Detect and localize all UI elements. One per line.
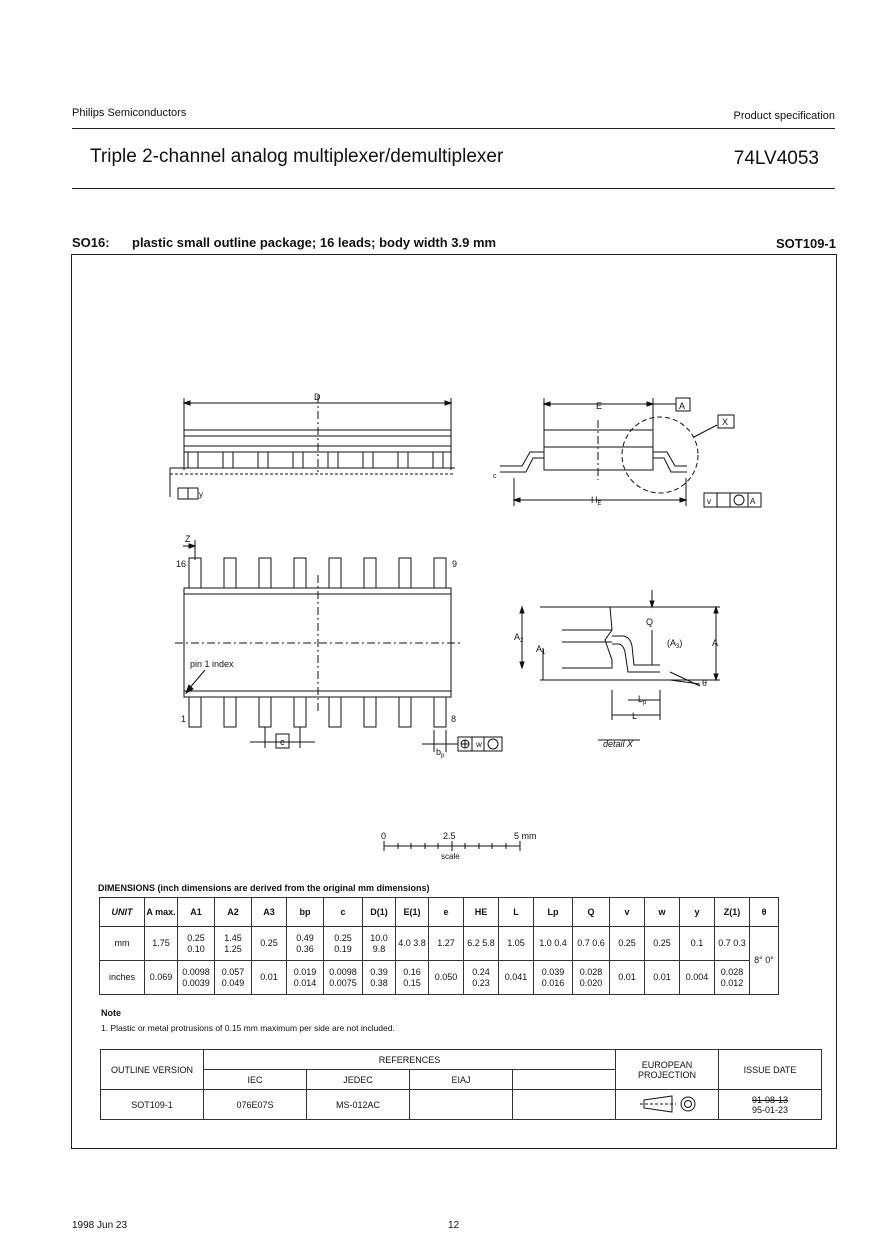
cell: 10.0 9.8 — [363, 927, 396, 961]
col-a1: A1 — [178, 898, 215, 927]
eiaj-header: EIAJ — [410, 1070, 513, 1090]
detail-x-view — [520, 590, 720, 740]
outline-version-header: OUTLINE VERSION — [101, 1050, 204, 1090]
cell: 0.25 — [252, 927, 287, 961]
cell: 0.004 — [680, 961, 715, 995]
label-q: Q — [646, 617, 654, 627]
projection-symbol — [616, 1090, 719, 1120]
scale-0: 0 — [381, 831, 387, 841]
label-theta: θ — [702, 678, 708, 688]
label-pin8: 8 — [451, 714, 457, 724]
cell-theta: 8° 0° — [750, 927, 779, 995]
col-l: L — [499, 898, 534, 927]
cell: 0.01 — [610, 961, 645, 995]
iec-value: 076E07S — [204, 1090, 307, 1120]
col-a2: A2 — [215, 898, 252, 927]
cell: 0.7 0.6 — [573, 927, 610, 961]
label-detail-x-ref: X — [722, 417, 729, 427]
side-view-end — [500, 398, 761, 507]
label-a: A — [712, 638, 719, 648]
dimensions-table — [99, 897, 779, 995]
label-lp: $L_p$ — [638, 694, 647, 706]
cell: 0.039 0.016 — [534, 961, 573, 995]
cell: 0.1 — [680, 927, 715, 961]
scale-label: scale — [441, 852, 460, 861]
cell: 0.25 0.10 — [178, 927, 215, 961]
cell: 0.24 0.23 — [464, 961, 499, 995]
label-z: Z — [185, 534, 191, 544]
dimensions-row-mm — [100, 927, 779, 961]
iec-header: IEC — [204, 1070, 307, 1090]
first-angle-projection-icon — [632, 1093, 702, 1115]
label-datum-a-profile: A — [750, 497, 756, 506]
cell: 0.01 — [252, 961, 287, 995]
cell: 0.16 0.15 — [396, 961, 429, 995]
label-pin1-index: pin 1 index — [190, 659, 234, 669]
footer-date: 1998 Jun 23 — [72, 1220, 128, 1231]
cell: inches — [100, 961, 145, 995]
cell: 0.050 — [429, 961, 464, 995]
cell: 1.75 — [145, 927, 178, 961]
cell: 0.041 — [499, 961, 534, 995]
label-w: w — [476, 740, 482, 749]
issue-date-new: 95-01-23 — [751, 1104, 789, 1115]
issue-date-value — [719, 1090, 822, 1120]
label-he: $H_E$ — [591, 495, 602, 507]
company-name: Philips Semiconductors — [72, 107, 187, 119]
col-y: y — [680, 898, 715, 927]
col-e-pitch: e — [429, 898, 464, 927]
cell: 0.057 0.049 — [215, 961, 252, 995]
projection-header: EUROPEAN PROJECTION — [616, 1050, 719, 1090]
jedec-header: JEDEC — [307, 1070, 410, 1090]
col-w: w — [645, 898, 680, 927]
package-outline-code: SOT109-1 — [776, 236, 836, 251]
label-datum-a: A — [679, 401, 686, 411]
note-text: 1. Plastic or metal protrusions of 0.15 mm maximum per side are not included. — [101, 1023, 395, 1033]
cell: 0.028 0.020 — [573, 961, 610, 995]
label-a1: $A_1$ — [536, 644, 546, 656]
cell: 0.25 — [610, 927, 645, 961]
col-q: Q — [573, 898, 610, 927]
cell: 0.019 0.014 — [287, 961, 324, 995]
col-z: Z(1) — [715, 898, 750, 927]
col-c: c — [324, 898, 363, 927]
label-y: y — [199, 490, 203, 499]
label-a2: $A_2$ — [514, 632, 524, 644]
dimensions-title: DIMENSIONS (inch dimensions are derived from the original mm dimensions) — [98, 883, 430, 893]
scale-max: 5 mm — [514, 831, 537, 841]
cell: 0.069 — [145, 961, 178, 995]
col-theta: θ — [750, 898, 779, 927]
document-title: Triple 2-channel analog multiplexer/demultiplexer — [90, 146, 504, 167]
cell: 4.0 3.8 — [396, 927, 429, 961]
label-pin1: 1 — [181, 714, 187, 724]
ref-blank-value — [513, 1090, 616, 1120]
issue-date-old: 91-08-13 — [751, 1094, 789, 1105]
label-pin16: 16 — [176, 559, 187, 569]
drawing-labels — [176, 392, 756, 861]
label-c: c — [493, 473, 497, 480]
col-d: D(1) — [363, 898, 396, 927]
col-lp: Lp — [534, 898, 573, 927]
cell: 1.27 — [429, 927, 464, 961]
scale-mid: 2.5 — [443, 831, 456, 841]
note-heading: Note — [101, 1008, 121, 1018]
cell: 0.25 — [645, 927, 680, 961]
cell: 0.01 — [645, 961, 680, 995]
cell: mm — [100, 927, 145, 961]
col-bp: bp — [287, 898, 324, 927]
cell: 0.39 0.38 — [363, 961, 396, 995]
cell: 1.0 0.4 — [534, 927, 573, 961]
cell: 0.0098 0.0039 — [178, 961, 215, 995]
side-view-front — [170, 395, 455, 499]
label-l: L — [632, 711, 638, 721]
issue-date-header: ISSUE DATE — [719, 1050, 822, 1090]
dimensions-row-inches — [100, 961, 779, 995]
package-code: SO16: — [72, 235, 110, 250]
label-pin9: 9 — [452, 559, 458, 569]
label-v-profile: v — [707, 497, 711, 506]
cell: 0.028 0.012 — [715, 961, 750, 995]
label-a3: $(A_3)$ — [667, 638, 683, 650]
col-a-max: A max. — [145, 898, 178, 927]
label-d: D — [314, 392, 321, 402]
label-e: E — [596, 401, 603, 411]
label-e-pitch: e — [280, 737, 286, 747]
col-unit: UNIT — [100, 898, 145, 927]
col-a3: A3 — [252, 898, 287, 927]
jedec-value: MS-012AC — [307, 1090, 410, 1120]
package-description: plastic small outline package; 16 leads; body width 3.9 mm — [132, 235, 497, 250]
dimensions-header-row — [100, 898, 779, 927]
cell: 0.49 0.36 — [287, 927, 324, 961]
document-type: Product specification — [733, 110, 835, 122]
ref-blank-header — [513, 1070, 616, 1090]
col-v: v — [610, 898, 645, 927]
part-number: 74LV4053 — [733, 148, 819, 169]
references-table — [100, 1049, 822, 1120]
label-bp: $b_p$ — [436, 747, 445, 759]
label-detail-x: detail X — [603, 739, 634, 749]
cell: 0.25 0.19 — [324, 927, 363, 961]
col-he: HE — [464, 898, 499, 927]
scale-bar — [384, 841, 520, 851]
cell: 1.45 1.25 — [215, 927, 252, 961]
eiaj-value — [410, 1090, 513, 1120]
cell: 0.0098 0.0075 — [324, 961, 363, 995]
references-header: REFERENCES — [204, 1050, 616, 1070]
outline-version-value: SOT109-1 — [101, 1090, 204, 1120]
cell: 1.05 — [499, 927, 534, 961]
cell: 0.7 0.3 — [715, 927, 750, 961]
cell: 6.2 5.8 — [464, 927, 499, 961]
col-e: E(1) — [396, 898, 429, 927]
page-number: 12 — [448, 1220, 460, 1231]
